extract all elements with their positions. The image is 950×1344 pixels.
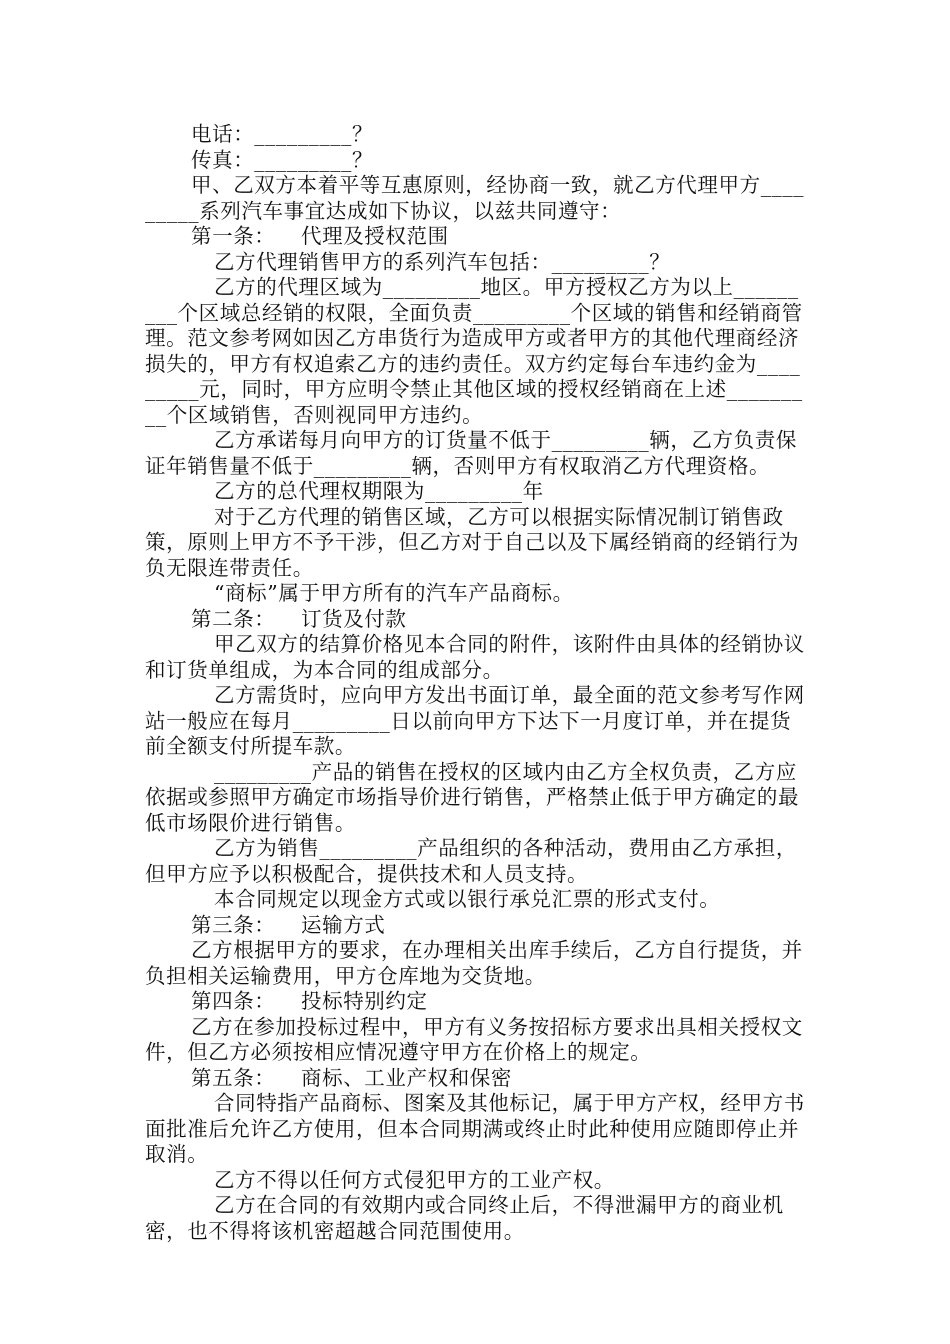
article-heading (145, 1066, 809, 1092)
paragraph: _________产品的销售在授权的区域内由乙方全权负责，乙方应依据或参照甲方确定市场指导价进行销售，严格禁止低于甲方确定的最低市场限价进行销售。 (145, 759, 800, 835)
paragraph: 乙方在参加投标过程中，甲方有义务按招标方要求出具相关授权文件，但乙方必须按相应情况遵守甲方在价格上的规定。 (145, 1014, 803, 1064)
article-heading (145, 607, 809, 633)
intro-paragraph: 甲、乙双方本着平等互惠原则，经协商一致，就乙方代理甲方_________系列汽车事宜达成如下协议，以兹共同遵守： (145, 173, 805, 223)
paragraph: 乙方在合同的有效期内或合同终止后，不得泄漏甲方的商业机密，也不得将该机密超越合同范围使用。 (145, 1193, 784, 1243)
article-number: 第五条： (191, 1065, 276, 1090)
paragraph: 对于乙方代理的销售区域，乙方可以根据实际情况制订销售政策，原则上甲方不予干涉，但乙方对于自己以及下属经销商的经销行为负无限连带责任。 (145, 504, 800, 580)
paragraph: 乙方为销售_________产品组织的各种活动，费用由乙方承担，但甲方应予以积极配合，提供技术和人员支持。 (145, 836, 797, 886)
article-title: 商标、工业产权和保密 (301, 1065, 512, 1090)
paragraph: 合同特指产品商标、图案及其他标记，属于甲方产权，经甲方书面批准后允许乙方使用，但本合同期满或终止时此种使用应随即停止并取消。 (145, 1091, 805, 1166)
article-title: 运输方式 (301, 912, 386, 937)
paragraph: 乙方根据甲方的要求，在办理相关出库手续后，乙方自行提货，并负担相关运输费用，甲方仓库地为交货地。 (145, 938, 803, 988)
fax-line: 传真：_________？ (191, 147, 374, 172)
phone-line: 电话：_________？ (191, 122, 374, 146)
article-number: 第一条： (191, 224, 276, 248)
paragraph: 乙方需货时，应向甲方发出书面订单，最全面的范文参考写作网站一般应在每月_________日以前向甲方下达下一月度订单，并在提货前全额支付所提车款。 (145, 683, 805, 758)
paragraph: 乙方不得以任何方式侵犯甲方的工业产权。 (214, 1167, 615, 1192)
document-body (145, 122, 809, 1244)
paragraph: 乙方代理销售甲方的系列汽车包括：_________？ (214, 249, 671, 274)
article-heading (145, 224, 809, 250)
paragraph: 乙方的总代理权期限为_________年 (214, 479, 544, 503)
article-title: 代理及授权范围 (301, 224, 449, 248)
article-number: 第四条： (191, 989, 276, 1013)
article-heading (145, 913, 809, 939)
article-title: 订货及付款 (301, 606, 407, 631)
paragraph: “商标”属于甲方所有的汽车产品商标。 (214, 581, 574, 605)
article-number: 第三条： (191, 912, 276, 937)
paragraph: 甲乙双方的结算价格见本合同的附件，该附件由具体的经销协议和订货单组成，为本合同的组成部分。 (145, 632, 805, 682)
paragraph: 乙方承诺每月向甲方的订货量不低于_________辆，乙方负责保证年销售量不低于_________辆，否则甲方有权取消乙方代理资格。 (145, 428, 797, 478)
article-heading (145, 989, 809, 1015)
paragraph: 乙方的代理区域为_________地区。甲方授权乙方为以上_________个区域总经销的权限，全面负责_________个区域的销售和经销商管理。范文参考网如因乙方串货行为造成甲方或者甲方的其他代理商经济损失的，甲方有权追索乙方的违约责任。双方约定每台车违约金为_________元，同时，甲方应明令禁止其他区域的授权经销商在上述_________个区域销售，否则视同甲方违约。 (145, 275, 803, 427)
paragraph: 本合同规定以现金方式或以银行承兑汇票的形式支付。 (214, 887, 721, 911)
article-number: 第二条： (191, 606, 276, 631)
article-title: 投标特别约定 (301, 989, 428, 1013)
